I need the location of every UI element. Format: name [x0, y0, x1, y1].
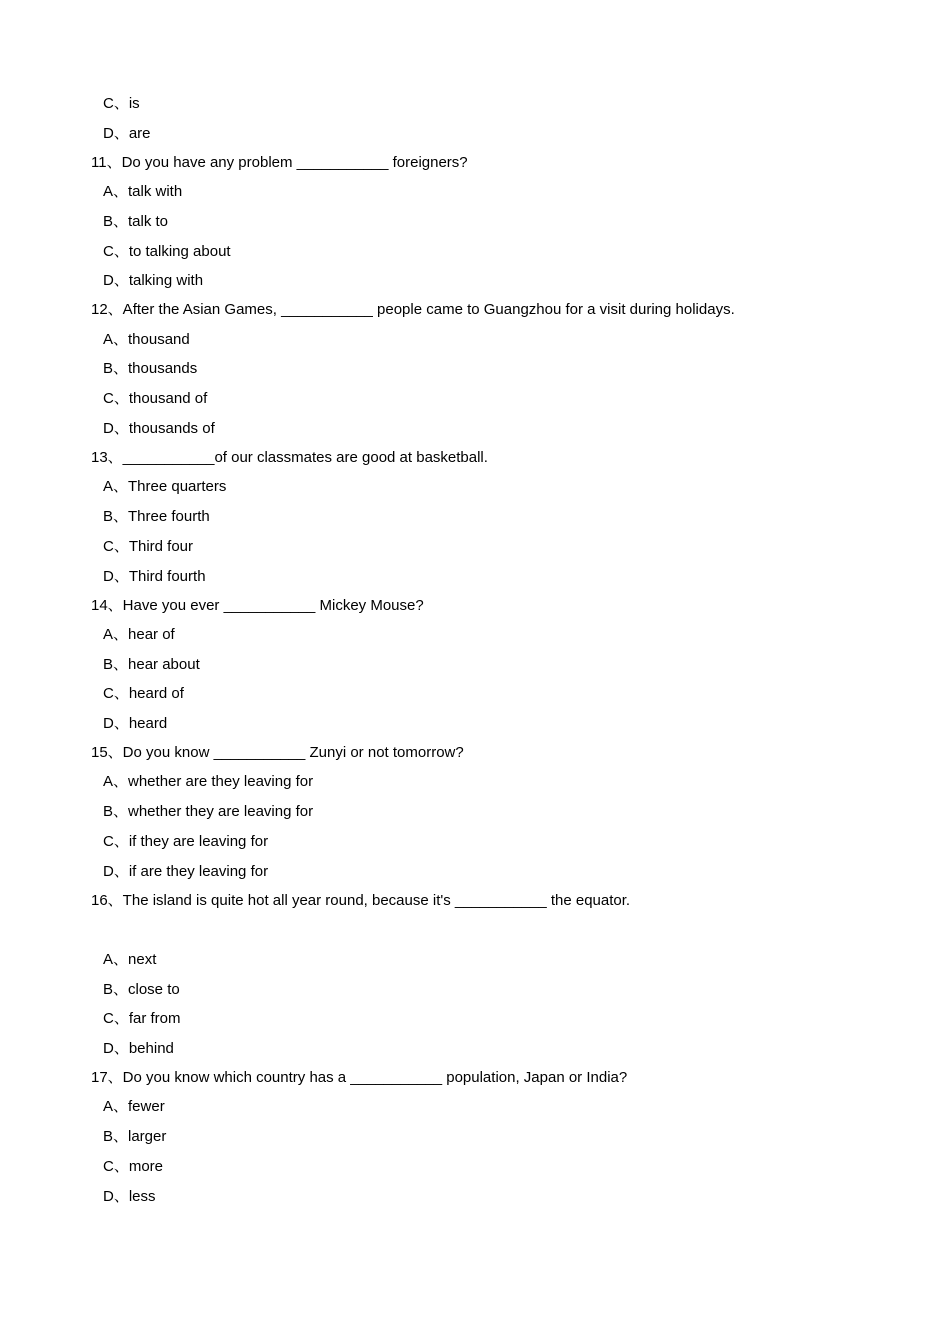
question-12-stem: 12、After the Asian Games, ___________ people came to Guangzhou for a visit during holidays.: [91, 301, 735, 318]
question-15-option-d: D、if are they leaving for: [103, 863, 269, 880]
question-17-option-d: D、less: [103, 1188, 156, 1205]
question-15-stem: 15、Do you know ___________ Zunyi or not tomorrow?: [91, 744, 464, 761]
question-11-option-c: C、to talking about: [103, 243, 231, 260]
question-16-stem: 16、The island is quite hot all year round, because it's ___________ the equator.: [91, 892, 631, 909]
question-13-option-a: A、Three quarters: [103, 478, 227, 495]
question-14-option-b: B、hear about: [103, 656, 200, 673]
option-c-prev: C、is: [103, 95, 140, 112]
question-17-option-c: C、more: [103, 1158, 164, 1175]
question-12-option-a: A、thousand: [103, 331, 190, 348]
question-16-option-d: D、behind: [103, 1040, 174, 1057]
question-13-stem: 13、___________of our classmates are good at basketball.: [91, 449, 488, 466]
question-16-option-c: C、far from: [103, 1010, 181, 1027]
question-12-option-b: B、thousands: [103, 360, 198, 377]
question-17-option-a: A、fewer: [103, 1098, 165, 1115]
question-11-stem: 11、Do you have any problem ___________ foreigners?: [91, 154, 468, 171]
question-12-option-c: C、thousand of: [103, 390, 208, 407]
question-15-option-a: A、whether are they leaving for: [103, 773, 314, 790]
question-11-option-a: A、talk with: [103, 183, 183, 200]
question-16-option-b: B、close to: [103, 981, 180, 998]
question-13-option-c: C、Third four: [103, 538, 194, 555]
option-d-prev: D、are: [103, 125, 151, 142]
question-12-option-d: D、thousands of: [103, 420, 215, 437]
question-14-stem: 14、Have you ever ___________ Mickey Mouse?: [91, 597, 424, 614]
question-11-option-d: D、talking with: [103, 272, 204, 289]
question-15-option-c: C、if they are leaving for: [103, 833, 269, 850]
question-16-option-a: A、next: [103, 951, 157, 968]
question-17-option-b: B、larger: [103, 1128, 167, 1145]
question-14-option-a: A、hear of: [103, 626, 175, 643]
question-14-option-d: D、heard: [103, 715, 168, 732]
question-13-option-d: D、Third fourth: [103, 568, 206, 585]
question-13-option-b: B、Three fourth: [103, 508, 210, 525]
question-15-option-b: B、whether they are leaving for: [103, 803, 314, 820]
question-17-stem: 17、Do you know which country has a ___________ population, Japan or India?: [91, 1069, 628, 1086]
question-14-option-c: C、heard of: [103, 685, 184, 702]
question-11-option-b: B、talk to: [103, 213, 169, 230]
